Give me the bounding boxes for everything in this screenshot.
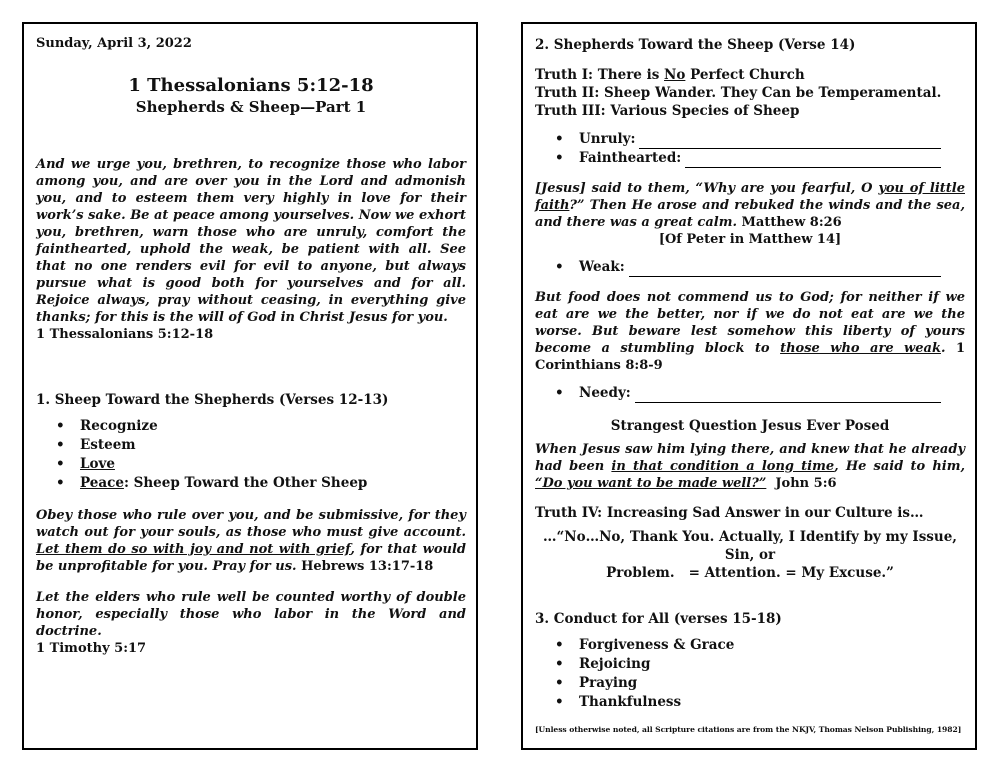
left-page bbox=[22, 22, 478, 750]
bullet-icon: • bbox=[555, 637, 564, 653]
answer-blank[interactable] bbox=[635, 390, 941, 403]
list-item: • Thankfulness bbox=[555, 694, 682, 710]
list-item: • Esteem bbox=[56, 437, 136, 453]
fill-in-needy: • Needy: bbox=[555, 384, 941, 403]
section2-heading: 2. Shepherds Toward the Sheep (Verse 14) bbox=[535, 37, 856, 53]
page-title: 1 Thessalonians 5:12-18 bbox=[128, 75, 374, 96]
answer-blank[interactable] bbox=[685, 155, 941, 168]
scripture-hebrews: Obey those who rule over you, and be submissive, for they watch out for your souls, as those who must give account. Let them do so with joy and not with grief, for that would be unprofitable for you. Pray for us. Hebrews 13:17-18 bbox=[36, 508, 466, 574]
scripture-john: When Jesus saw him lying there, and knew that he already had been in that condition a long time, He said to him, “Do you want to be made well?” John 5:6 bbox=[535, 442, 965, 491]
scripture-corinthians: But food does not commend us to God; for neither if we eat are we the better, nor if we do not eat are we the worse. But beware lest somehow this liberty of yours become a stumbling block to those who are weak. 1 Corinthians 8:8-9 bbox=[535, 290, 965, 373]
page-subtitle: Shepherds & Sheep—Part 1 bbox=[135, 98, 367, 116]
fill-in-unruly: • Unruly: bbox=[555, 130, 941, 149]
list-item: • Recognize bbox=[56, 418, 158, 434]
bulletin-date: Sunday, April 3, 2022 bbox=[36, 36, 192, 51]
answer-blank[interactable] bbox=[639, 136, 941, 149]
citation-footnote: [Unless otherwise noted, all Scripture citations are from the NKJV, Thomas Nelson Publishing, 1982] bbox=[535, 725, 962, 734]
list-item: • Praying bbox=[555, 675, 638, 691]
section1-heading: 1. Sheep Toward the Shepherds (Verses 12-13) bbox=[36, 392, 389, 408]
bullet-icon: • bbox=[56, 437, 65, 453]
culture-quote-line1: …“No…No, Thank You. Actually, I Identify by my Issue, Sin, or bbox=[542, 529, 958, 563]
strangest-question-heading: Strangest Question Jesus Ever Posed bbox=[610, 418, 890, 434]
truth-3: Truth III: Various Species of Sheep bbox=[535, 103, 800, 119]
list-item: • Peace: Sheep Toward the Other Sheep bbox=[56, 475, 368, 491]
truth-2: Truth II: Sheep Wander. They Can be Temperamental. bbox=[535, 85, 942, 101]
bullet-icon: • bbox=[555, 150, 564, 166]
culture-quote-line2: Problem. = Attention. = My Excuse.” bbox=[606, 565, 894, 581]
scripture-ref-john: John 5:6 bbox=[775, 476, 837, 491]
truth-1: Truth I: There is No Perfect Church bbox=[535, 67, 805, 83]
scripture-ref-corinthians: 1 Corinthians 8:8-9 bbox=[535, 341, 965, 373]
scripture-matthew: [Jesus] said to them, “Why are you fearful, O you of little faith?” Then He arose and rebuked the winds and the sea, and there was a great calm. Matthew 8:26 bbox=[535, 181, 965, 230]
list-item: • Love bbox=[56, 456, 115, 472]
species-list-c bbox=[535, 384, 965, 403]
bullet-icon: • bbox=[56, 418, 65, 434]
scripture-ref-hebrews: Hebrews 13:17-18 bbox=[301, 559, 434, 574]
bullet-icon: • bbox=[555, 656, 564, 672]
section1-list bbox=[36, 417, 466, 493]
fill-in-fainthearted: • Fainthearted: bbox=[555, 149, 941, 168]
bullet-icon: • bbox=[56, 456, 65, 472]
list-item: • Forgiveness & Grace bbox=[555, 637, 735, 653]
section3-heading: 3. Conduct for All (verses 15-18) bbox=[535, 611, 782, 627]
answer-blank[interactable] bbox=[629, 264, 941, 277]
peter-note: [Of Peter in Matthew 14] bbox=[658, 232, 842, 247]
right-page bbox=[521, 22, 977, 750]
scripture-timothy: Let the elders who rule well be counted worthy of double honor, especially those who labor in the Word and doctrine. bbox=[36, 590, 466, 639]
species-list-a bbox=[535, 130, 965, 168]
scripture-thessalonians: And we urge you, brethren, to recognize those who labor among you, and are over you in the Lord and admonish you, and to esteem them very highly in love for their work’s sake. Be at peace among yourselves. Now we exhort you, brethren, warn those who are unruly, comfort the fainthearted, uphold the weak, be patient with all. See that no one renders evil for evil to anyone, but always pursue what is good both for yourselves and for all. Rejoice always, pray without ceasing, in everything give thanks; for this is the will of God in Christ Jesus for you. bbox=[36, 157, 466, 325]
bullet-icon: • bbox=[555, 675, 564, 691]
scripture-ref-timothy: 1 Timothy 5:17 bbox=[36, 641, 147, 656]
bullet-icon: • bbox=[555, 131, 564, 147]
truth-4: Truth IV: Increasing Sad Answer in our Culture is… bbox=[535, 505, 924, 521]
bullet-icon: • bbox=[555, 259, 564, 275]
bullet-icon: • bbox=[555, 385, 564, 401]
list-item: • Rejoicing bbox=[555, 656, 651, 672]
bullet-icon: • bbox=[555, 694, 564, 710]
species-list-b bbox=[535, 258, 965, 277]
section3-list bbox=[535, 636, 965, 712]
scripture-ref-thessalonians: 1 Thessalonians 5:12-18 bbox=[36, 327, 214, 342]
scripture-ref-matthew: Matthew 8:26 bbox=[741, 215, 842, 230]
bullet-icon: • bbox=[56, 475, 65, 491]
fill-in-weak: • Weak: bbox=[555, 258, 941, 277]
